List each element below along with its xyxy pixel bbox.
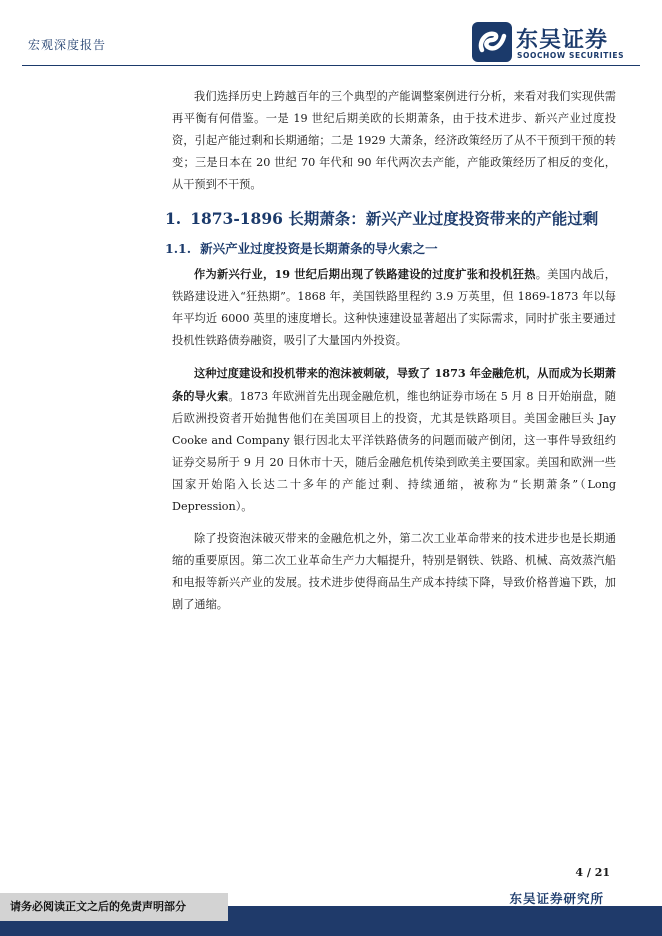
header-divider (22, 65, 640, 66)
subsection-title: 新兴产业过度投资是长期萧条的导火索之一 (200, 241, 438, 256)
subsection-heading-1-1 (165, 239, 616, 257)
subsection-number: 1.1. (165, 241, 192, 256)
section-heading-1 (165, 207, 616, 229)
paragraph-text: 除了投资泡沫破灭带来的金融危机之外，第二次工业革命带来的技术进步也是长期通缩的重要原因。第二次工业革命生产力大幅提升，特别是钢铁、铁路、机械、高效蒸汽船和电报等新兴产业的发展。技术进步使得商品生产成本持续下降，导致价格普遍下跌，加剧了通缩。 (172, 532, 616, 611)
disclaimer-notice: 请务必阅读正文之后的免责声明部分 (0, 893, 228, 921)
soochow-logo-icon (472, 22, 512, 62)
report-category: 宏观深度报告 (28, 38, 107, 52)
page-number: 4 / 21 (575, 866, 610, 879)
body-paragraph (172, 263, 616, 352)
company-logo (472, 22, 642, 66)
paragraph-text: 。美国内战后，铁路建设进入“狂热期”。1868 年，美国铁路里程约 3.9 万英里，但 1869-1873 年以每年平均近 6000 英里的速度增长。这种快速建设显著超出了实际需求，同时扩张主要通过投机性铁路债券融资，吸引了大量国内外投资。 (172, 268, 616, 347)
report-body (165, 86, 616, 616)
paragraph-lead-bold: 作为新兴行业，19 世纪后期出现了铁路建设的过度扩张和投机狂热 (194, 267, 536, 281)
paragraph-text: 。1873 年欧洲首先出现金融危机，维也纳证券市场在 5 月 8 日开始崩盘，随后欧洲投资者开始抛售他们在美国项目上的投资，尤其是铁路项目。美国金融巨头 Jay Cooke and Company 银行因北太平洋铁路债务的问题而破产倒闭，这一事件导致纽约证券交易所于 9 月 20 日休市十天，随后金融危机传染到欧美主要国家。美国和欧洲一些国家开始陷入长达二十多年的产能过剩、持续通缩，被称为“长期萧条”（Long Depression）。 (172, 390, 616, 513)
logo-text-cn: 东吴证券 (516, 28, 609, 53)
logo-text-en: SOOCHOW SECURITIES (517, 51, 625, 60)
section-number: 1. (165, 209, 182, 228)
footer-institute-name: 东吴证券研究所 (509, 891, 604, 906)
body-paragraph (172, 528, 616, 616)
section-title: 1873-1896 长期萧条：新兴产业过度投资带来的产能过剩 (190, 209, 599, 228)
body-paragraph (172, 362, 616, 518)
paragraph-lead-bold: 这种过度建设和投机带来的泡沫被刺破，导致了 1873 年金融危机，从而成为长期萧条的导火索 (172, 366, 616, 403)
intro-paragraph: 我们选择历史上跨越百年的三个典型的产能调整案例进行分析，来看对我们实现供需再平衡有何借鉴。一是 19 世纪后期美欧的长期萧条，由于技术进步、新兴产业过度投资，引起产能过剩和长期通缩；二是 1929 大萧条，经济政策经历了从不干预到干预的转变；三是日本在 20 世纪 70 年代和 90 年代两次去产能，产能政策经历了相反的变化，从干预到不干预。 (172, 90, 616, 191)
